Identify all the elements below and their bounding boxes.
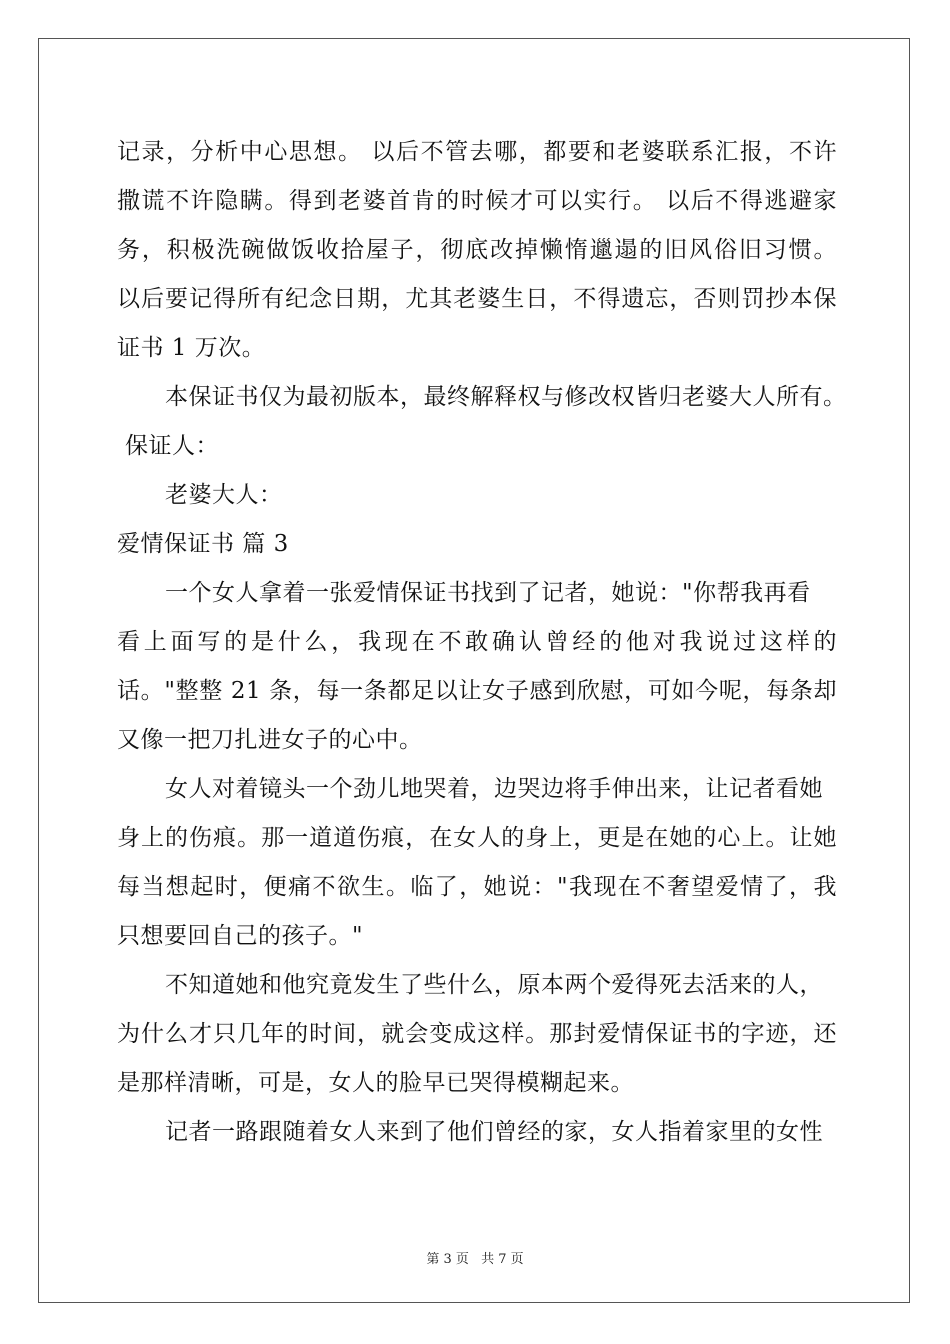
section-heading: 爱情保证书 篇 3 — [117, 531, 289, 557]
total-pages: 共 7 页 — [481, 1252, 524, 1267]
page-footer — [0, 1248, 950, 1267]
text-line: 记录，分析中心思想。 以后不管去哪，都要和老婆联系汇报，不许 — [117, 139, 837, 165]
text-line: 是那样清晰，可是，女人的脸早已哭得模糊起来。 — [117, 1070, 634, 1096]
text-line: 撒谎不许隐瞒。得到老婆首肯的时候才可以实行。 以后不得逃避家 — [117, 188, 837, 214]
text-line: 话。"整整 21 条，每一条都足以让女子感到欣慰，可如今呢，每条却 — [117, 678, 837, 704]
wife-label: 老婆大人： — [165, 482, 283, 508]
text-line: 只想要回自己的孩子。" — [117, 923, 364, 949]
paragraph-start: 记者一路跟随着女人来到了他们曾经的家，女人指着家里的女性 — [165, 1119, 823, 1145]
guarantor-label: 保证人： — [125, 433, 219, 459]
paragraph-start: 一个女人拿着一张爱情保证书找到了记者，她说："你帮我再看 — [165, 580, 811, 606]
text-line: 为什么才只几年的时间，就会变成这样。那封爱情保证书的字迹，还 — [117, 1021, 837, 1047]
text-line: 证书 1 万次。 — [117, 335, 266, 361]
text-line: 每当想起时，便痛不欲生。临了，她说："我现在不奢望爱情了，我 — [117, 874, 837, 900]
paragraph-start: 不知道她和他究竟发生了些什么，原本两个爱得死去活来的人， — [165, 972, 823, 998]
text-line: 以后要记得所有纪念日期，尤其老婆生日，不得遗忘，否则罚抄本保 — [117, 286, 837, 312]
paragraph-start: 女人对着镜头一个劲儿地哭着，边哭边将手伸出来，让记者看她 — [165, 776, 823, 802]
paragraph-start: 本保证书仅为最初版本，最终解释权与修改权皆归老婆大人所有。 — [165, 384, 847, 410]
page-number: 第 3 页 — [426, 1252, 469, 1267]
text-line: 务，积极洗碗做饭收拾屋子，彻底改掉懒惰邋遢的旧风俗旧习惯。 — [117, 237, 837, 263]
text-line: 又像一把刀扎进女子的心中。 — [117, 727, 423, 753]
text-line: 身上的伤痕。那一道道伤痕，在女人的身上，更是在她的心上。让她 — [117, 825, 837, 851]
document-body — [117, 128, 847, 1157]
text-line: 看上面写的是什么，我现在不敢确认曾经的他对我说过这样的 — [117, 629, 837, 655]
